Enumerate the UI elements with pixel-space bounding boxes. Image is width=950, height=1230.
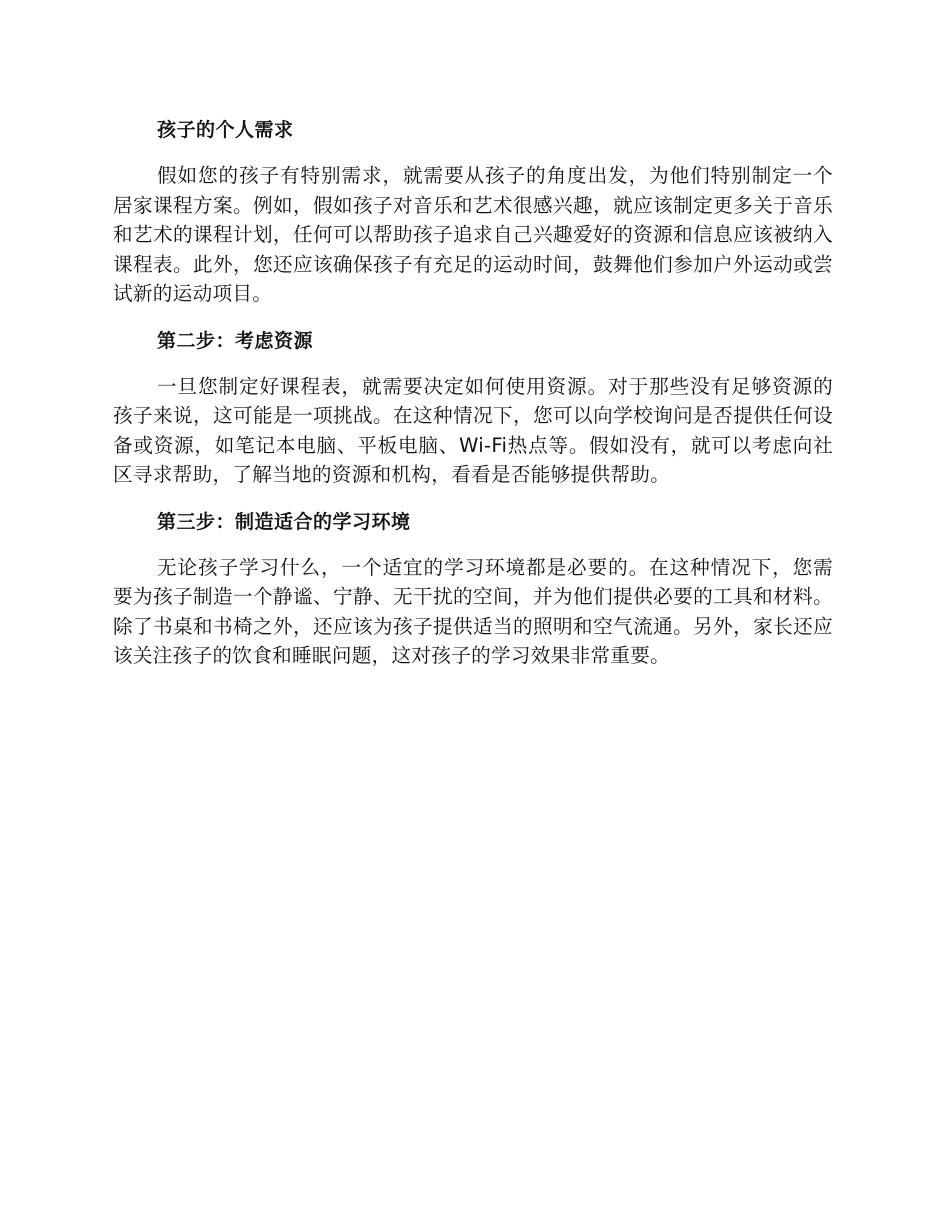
section-heading-step-two: 第二步：考虑资源	[157, 329, 314, 352]
document-page	[113, 112, 833, 671]
section-paragraph-step-three: 无论孩子学习什么，一个适宜的学习环境都是必要的。在这种情况下，您需要为孩子制造一个静谧、宁静、无干扰的空间，并为他们提供必要的工具和材料。除了书桌和书椅之外，还应该为孩子提供适当的照明和空气流通。另外，家长还应该关注孩子的饮食和睡眠问题，这对孩子的学习效果非常重要。	[113, 555, 833, 667]
section-paragraph-personal-needs: 假如您的孩子有特别需求，就需要从孩子的角度出发，为他们特别制定一个居家课程方案。例如，假如孩子对音乐和艺术很感兴趣，就应该制定更多关于音乐和艺术的课程计划，任何可以帮助孩子追求自己兴趣爱好的资源和信息应该被纳入课程表。此外，您还应该确保孩子有充足的运动时间，鼓舞他们参加户外运动或尝试新的运动项目。	[113, 164, 833, 305]
section-paragraph-step-two: 一旦您制定好课程表，就需要决定如何使用资源。对于那些没有足够资源的孩子来说，这可能是一项挑战。在这种情况下，您可以向学校询问是否提供任何设备或资源，如笔记本电脑、平板电脑、Wi-Fi热点等。假如没有，就可以考虑向社区寻求帮助，了解当地的资源和机构，看看是否能够提供帮助。	[113, 374, 833, 486]
section-heading-step-three: 第三步：制造适合的学习环境	[157, 510, 411, 533]
section-heading-personal-needs: 孩子的个人需求	[157, 119, 294, 141]
